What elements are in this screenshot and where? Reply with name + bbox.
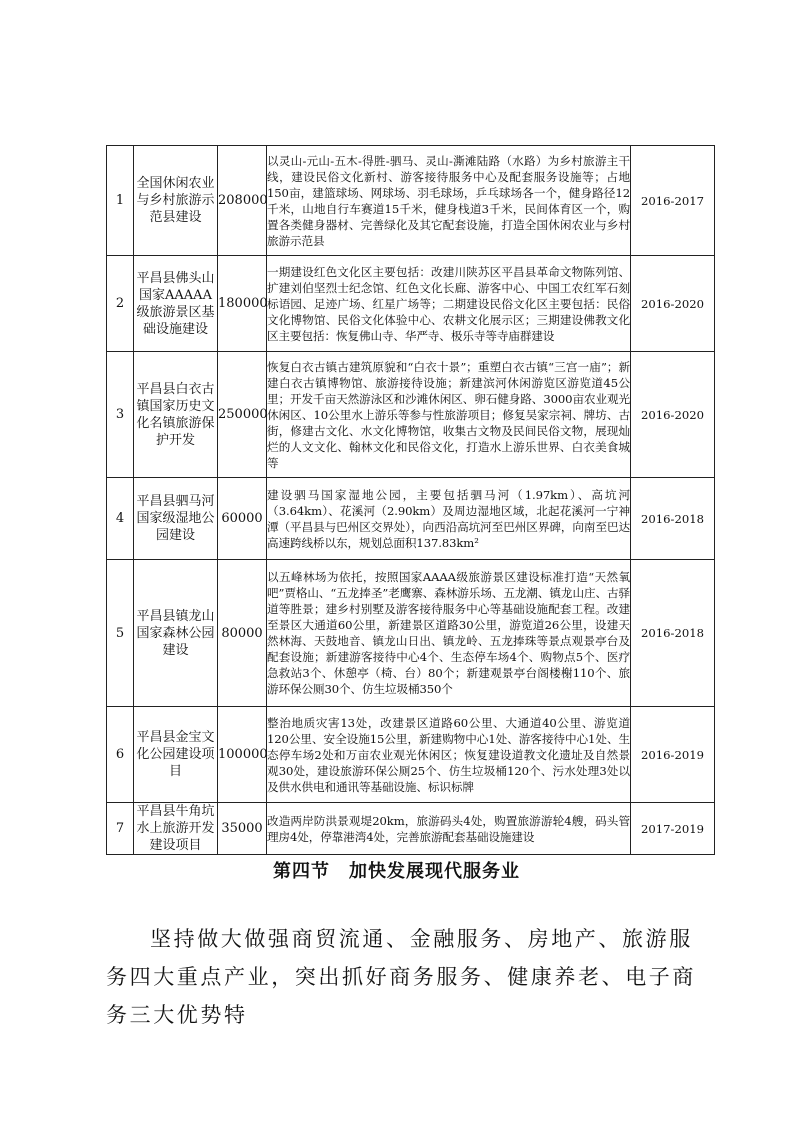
investment-amount: 35000 [218,803,267,855]
body-paragraph [106,920,714,1034]
tourism-projects-table [106,145,715,855]
paragraph-text: 坚持做大做强商贸流通、金融服务、房地产、旅游服务四大重点产业，突出抓好商务服务、健康养老、电子商务三大优势特 [106,927,696,1027]
investment-amount: 208000 [218,146,267,256]
row-number: 5 [107,560,134,707]
project-name: 平昌县牛角坑水上旅游开发建设项目 [134,803,218,855]
row-number: 1 [107,146,134,256]
row-number: 6 [107,707,134,803]
section-title: 第四节 加快发展现代服务业 [273,861,520,882]
construction-content: 以五峰林场为依托，按照国家AAAA级旅游景区建设标准打造“天然氧吧”贾格山、“五龙捧圣”老鹰寨、森林游乐场、五龙潮、镇龙山庄、古驿道等胜景；建乡村别墅及游客接待服务中心等基础设施配套工程。改建至景区大通道60公里，新建景区道路30公里，游览道26公里，设建天然林海、天鼓地音、镇龙山日出、镇龙岭、五龙捧珠等景点观景亭台及配套设施；新建游客接待中心4个、生态停车场4个、购物点5个、医疗急救站3个、休憩亭（椅、台）80个；新建观景亭台阁楼榭110个、旅游环保公厕30个、仿生垃圾桶350个 [267,560,631,707]
construction-content: 改造两岸防洪景观堤20km，旅游码头4处，购置旅游游轮4艘，码头管理房4处，停靠港湾4处，完善旅游配套基础设施建设 [267,803,631,855]
row-number: 7 [107,803,134,855]
investment-amount: 180000 [218,256,267,352]
row-number: 3 [107,352,134,478]
construction-period: 2016-2020 [631,352,715,478]
construction-content: 一期建设红色文化区主要包括：改建川陕苏区平昌县革命文物陈列馆、扩建刘伯坚烈士纪念馆、红色文化长廊、游客中心、中国工农红军石刻标语园、足迹广场、红星广场等；二期建设民俗文化区主要包括：民俗文化博物馆、民俗文化体验中心、农耕文化展示区；三期建设佛教文化区主要包括：恢复佛山寺、华严寺、极乐寺等寺庙群建设 [267,256,631,352]
project-name: 平昌县金宝文化公园建设项目 [134,707,218,803]
investment-amount: 250000 [218,352,267,478]
construction-content: 以灵山-元山-五木-得胜-驷马、灵山-澌滩陆路（水路）为乡村旅游主干线，建设民俗文化新村、游客接待服务中心及配套服务设施等；占地150亩，建篮球场、网球场、羽毛球场，乒乓球场各一个，健身路径12千米，山地自行车赛道15千米，健身栈道3千米，民间体育区一个，购置各类健身器材、完善绿化及其它配套设施，打造全国休闲农业与乡村旅游示范县 [267,146,631,256]
construction-period: 2016-2018 [631,560,715,707]
project-name: 全国休闲农业与乡村旅游示范县建设 [134,146,218,256]
table-row [107,256,715,352]
construction-content: 恢复白衣古镇古建筑原貌和“白衣十景”；重塑白衣古镇“三宫一庙”；新建白衣古镇博物馆、旅游接待设施；新建滨河休闲游览区游览道45公里；开发千亩天然游泳区和沙滩休闲区、卵石健身路、3000亩农业观光休闲区、10公里水上游乐等参与性旅游项目；修复吴家宗祠、牌坊、古街，修建古文化、水文化博物馆，收集古文物及民间民俗文物，展现灿烂的人文文化、翰林文化和民俗文化，打造水上游乐世界、白衣美食城等 [267,352,631,478]
row-number: 2 [107,256,134,352]
table-row [107,478,715,560]
construction-content: 整治地质灾害13处，改建景区道路60公里、大通道40公里、游览道120公里、安全设施15公里，新建购物中心1处、游客接待中心1处、生态停车场2处和万亩农业观光休闲区；恢复建设道教文化遗址及自然景观30处，建设旅游环保公厕25个、仿生垃圾桶120个、污水处理3处以及供水供电和通讯等基础设施、标识标牌 [267,707,631,803]
investment-amount: 60000 [218,478,267,560]
table-row [107,560,715,707]
table-row [107,146,715,256]
construction-period: 2017-2019 [631,803,715,855]
table-row [107,803,715,855]
row-number: 4 [107,478,134,560]
project-name: 平昌县白衣古镇国家历史文化名镇旅游保护开发 [134,352,218,478]
construction-period: 2016-2019 [631,707,715,803]
project-name: 平昌县镇龙山国家森林公园建设 [134,560,218,707]
construction-content: 建设驷马国家湿地公园，主要包括驷马河（1.97km）、高坑河（3.64km）、花溪河（2.90km）及周边湿地区域，北起花溪河一宁神潭（平昌县与巴州区交界处），向西沿高坑河至巴州区界碑，向南至巴达高速跨线桥以东，规划总面积137.83km² [267,478,631,560]
table-row [107,707,715,803]
construction-period: 2016-2020 [631,256,715,352]
investment-amount: 80000 [218,560,267,707]
investment-amount: 100000 [218,707,267,803]
project-name: 平昌县佛头山国家AAAAA级旅游景区基础设施建设 [134,256,218,352]
table-row [107,352,715,478]
project-name: 平昌县驷马河国家级湿地公园建设 [134,478,218,560]
construction-period: 2016-2018 [631,478,715,560]
construction-period: 2016-2017 [631,146,715,256]
